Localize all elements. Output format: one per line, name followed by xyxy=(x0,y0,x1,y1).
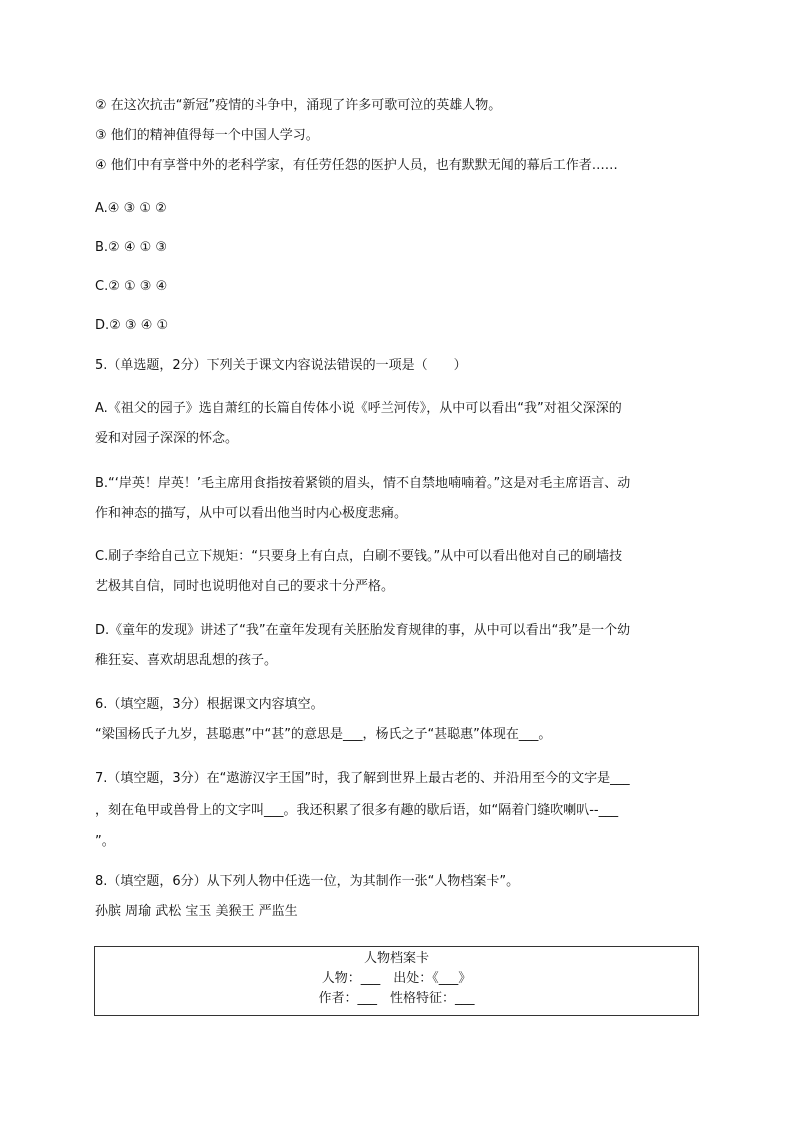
q4-sentence-3: ③ 他们的精神值得每一个中国人学习。 xyxy=(95,128,319,143)
q6-stem: 6.（填空题，3分）根据课文内容填空。 xyxy=(95,697,324,712)
q7-line1: 7.（填空题，3分）在“遨游汉字王国”时，我了解到世界上最古老的、并沿用至今的文字是___ xyxy=(95,771,630,786)
card-line-author-traits: 作者：___ 性格特征：___ xyxy=(318,991,475,1006)
q4-option-a: A.④ ③ ① ② xyxy=(95,201,167,216)
card-line-character-source: 人物：___ 出处：《___》 xyxy=(321,971,472,986)
q4-sentence-2: ② 在这次抗击“新冠”疫情的斗争中，涌现了许多可歌可泣的英雄人物。 xyxy=(95,98,502,113)
q8-stem: 8.（填空题，6分）从下列人物中任选一位，为其制作一张“人物档案卡”。 xyxy=(95,874,520,889)
q4-option-d: D.② ③ ④ ① xyxy=(95,318,169,333)
q5-option-a-line1: A.《祖父的园子》选自萧红的长篇自传体小说《呼兰河传》，从中可以看出“我”对祖父深深的 xyxy=(95,401,622,416)
q8-character-list: 孙膑 周瑜 武松 宝玉 美猴王 严监生 xyxy=(95,904,298,919)
q5-option-d-line2: 稚狂妄、喜欢胡思乱想的孩子。 xyxy=(95,653,278,668)
q5-option-b-line1: B.“‘岸英！岸英！’毛主席用食指按着紧锁的眉头，情不自禁地喃喃着。”这是对毛主席语言、动 xyxy=(95,476,631,491)
q4-sentence-4: ④ 他们中有享誉中外的老科学家，有任劳任怨的医护人员，也有默默无闻的幕后工作者…… xyxy=(95,158,618,173)
q5-stem: 5.（单选题，2分）下列关于课文内容说法错误的一项是（ ） xyxy=(95,358,467,373)
q6-question: “梁国杨氏子九岁，甚聪惠”中“甚”的意思是___，杨氏之子“甚聪惠”体现在___。 xyxy=(95,727,552,742)
q4-option-b: B.② ④ ① ③ xyxy=(95,240,168,255)
q4-option-c: C.② ① ③ ④ xyxy=(95,279,168,294)
q5-option-c-line2: 艺极其自信，同时也说明他对自己的要求十分严格。 xyxy=(95,579,395,594)
character-profile-card xyxy=(94,946,699,1016)
q5-option-d-line1: D.《童年的发现》讲述了“我”在童年发现有关胚胎发育规律的事，从中可以看出“我”是一个幼 xyxy=(95,623,631,638)
q5-option-a-line2: 爱和对园子深深的怀念。 xyxy=(95,431,239,446)
q7-line3: ”。 xyxy=(95,834,115,849)
card-title: 人物档案卡 xyxy=(363,951,429,966)
q5-option-b-line2: 作和神态的描写，从中可以看出他当时内心极度悲痛。 xyxy=(95,506,408,521)
q7-line2: ，刻在龟甲或兽骨上的文字叫___。我还积累了很多有趣的歇后语，如“隔着门缝吹喇叭--___ xyxy=(95,803,619,818)
q5-option-c-line1: C.刷子李给自己立下规矩：“只要身上有白点，白刷不要钱。”从中可以看出他对自己的刷墙技 xyxy=(95,549,623,564)
